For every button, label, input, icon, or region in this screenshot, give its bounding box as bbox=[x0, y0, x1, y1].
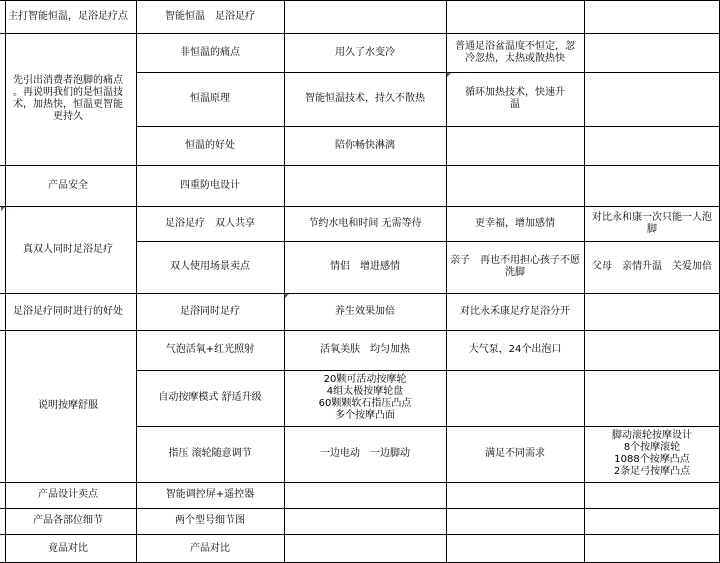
cell-r12-c1[interactable]: 两个型号细节图 bbox=[175, 515, 245, 526]
grid-hline bbox=[0, 330, 136, 331]
cell-r0-c2[interactable] bbox=[284, 0, 446, 33]
grid-hline bbox=[0, 482, 136, 483]
cell-r11-c3[interactable] bbox=[446, 482, 584, 508]
cell-r0-c1[interactable]: 智能恒温 足浴足疗 bbox=[165, 10, 255, 22]
cell-r2-c1[interactable]: 恒温原理 bbox=[190, 93, 230, 104]
cell-r13-c0[interactable]: 竟品对比 bbox=[48, 542, 88, 554]
grid-vline bbox=[284, 0, 285, 563]
cell-r10-c4[interactable]: 脚动滚轮按摩设计 8个按摩滚轮 1088个按摩凸点 2条足弓按摩凸点 bbox=[612, 430, 692, 477]
grid-hline bbox=[136, 508, 720, 509]
cell-r11-c1[interactable]: 智能调控屏+遥控器 bbox=[165, 489, 255, 500]
cell-r1-c1[interactable]: 非恒温的痛点 bbox=[180, 46, 240, 58]
cell-r0-c3[interactable] bbox=[446, 0, 584, 33]
cell-r5-c2[interactable]: 节约水电和时间 无需等待 bbox=[308, 217, 422, 229]
cell-r3-c1[interactable]: 恒温的好处 bbox=[185, 139, 235, 151]
cell-r11-c2[interactable] bbox=[284, 482, 446, 508]
grid-hline bbox=[0, 206, 136, 207]
cell-r5-c4[interactable]: 对比永和康一次只能一人泡 脚 bbox=[592, 211, 712, 235]
cell-indicator-marker bbox=[285, 294, 289, 298]
cell-r13-c2[interactable] bbox=[284, 534, 446, 563]
cell-r13-c4[interactable] bbox=[584, 534, 720, 563]
grid-vline bbox=[5, 0, 6, 563]
cell-r10-c1[interactable]: 指压 滚轮随意调节 bbox=[168, 448, 252, 459]
grid-hline bbox=[0, 165, 136, 166]
grid-vline bbox=[136, 0, 137, 563]
cell-r9-c2[interactable]: 20颗可活动按摩轮 4组太极按摩轮盘 60颗颗软石指压凸点 多个按摩凸面 bbox=[318, 374, 412, 421]
cell-r6-c2[interactable]: 情侣 增进感情 bbox=[330, 261, 400, 272]
grid-hline bbox=[136, 165, 720, 166]
cell-indicator-marker bbox=[1, 207, 5, 211]
grid-hline bbox=[136, 126, 720, 127]
cell-r7-c3[interactable]: 对比永禾康足疗足浴分开 bbox=[460, 305, 570, 317]
cell-r2-c2[interactable]: 智能恒温技术，持久不散热 bbox=[305, 93, 425, 104]
cell-r11-c0[interactable]: 产品设计卖点 bbox=[38, 489, 98, 500]
cell-r4-c2[interactable] bbox=[284, 165, 446, 206]
cell-r12-c0[interactable]: 产品各部位细节 bbox=[33, 515, 103, 526]
cell-r10-c2[interactable]: 一边电动 一边脚动 bbox=[320, 448, 410, 459]
cell-r1-c3[interactable]: 普通足浴盆温度不恒定，忽 冷忽热，太热或散热快 bbox=[455, 40, 575, 64]
cell-r9-c3[interactable] bbox=[446, 370, 584, 426]
cell-r1-c2[interactable]: 用久了水变冷 bbox=[335, 46, 395, 58]
cell-r2-c4[interactable] bbox=[584, 72, 720, 126]
grid-hline bbox=[0, 293, 136, 294]
cell-r1-c0[interactable]: 先引出消费者泡脚的痛点 。再说明我们的是恒温技 术，加热快，恒温更智能 更持久 bbox=[13, 75, 123, 122]
grid-hline bbox=[136, 426, 720, 427]
grid-hline bbox=[0, 534, 136, 535]
cell-r13-c1[interactable]: 产品对比 bbox=[190, 542, 230, 554]
cell-r4-c0[interactable]: 产品安全 bbox=[48, 179, 88, 191]
cell-r4-c3[interactable] bbox=[446, 165, 584, 206]
cell-r8-c4[interactable] bbox=[584, 330, 720, 370]
cell-r5-c1[interactable]: 足浴足疗 双人共享 bbox=[165, 217, 255, 229]
cell-indicator-marker bbox=[447, 73, 451, 77]
cell-r1-c4[interactable] bbox=[584, 33, 720, 72]
cell-r4-c4[interactable] bbox=[584, 165, 720, 206]
cell-r8-c0[interactable]: 说明按摩舒服 bbox=[38, 400, 98, 411]
grid-hline bbox=[136, 206, 720, 207]
grid-hline bbox=[136, 370, 720, 371]
grid-hline bbox=[0, 0, 136, 1]
grid-hline bbox=[136, 482, 720, 483]
cell-r5-c0[interactable]: 真双人同时足浴足疗 bbox=[23, 243, 113, 255]
cell-r4-c1[interactable]: 四重防电设计 bbox=[180, 179, 240, 191]
cell-r8-c3[interactable]: 大气泵，24个出泡口 bbox=[468, 344, 562, 355]
cell-r0-c4[interactable] bbox=[584, 0, 720, 33]
cell-r8-c1[interactable]: 气泡活氧+红光照射 bbox=[165, 344, 255, 355]
cell-r0-c0[interactable]: 主打智能恒温，足浴足疗点 bbox=[8, 10, 128, 22]
cell-r12-c4[interactable] bbox=[584, 508, 720, 534]
cell-r3-c3[interactable] bbox=[446, 126, 584, 165]
grid-hline bbox=[136, 293, 720, 294]
cell-r7-c1[interactable]: 足浴同时足疗 bbox=[180, 305, 240, 317]
cell-r7-c2[interactable]: 养生效果加倍 bbox=[335, 305, 395, 317]
cell-r2-c3[interactable]: 循环加热技术，快速升 温 bbox=[465, 87, 565, 110]
cell-r13-c3[interactable] bbox=[446, 534, 584, 563]
grid-hline bbox=[136, 330, 720, 331]
grid-vline bbox=[584, 0, 585, 563]
cell-r9-c1[interactable]: 自动按摩模式 舒适升级 bbox=[158, 392, 262, 403]
cell-r10-c3[interactable]: 满足不同需求 bbox=[485, 448, 545, 459]
cell-r11-c4[interactable] bbox=[584, 482, 720, 508]
grid-hline bbox=[136, 241, 720, 242]
cell-r3-c2[interactable]: 陪你畅快淋漓 bbox=[335, 139, 395, 151]
grid-hline bbox=[136, 33, 720, 34]
cell-r12-c3[interactable] bbox=[446, 508, 584, 534]
grid-hline bbox=[0, 33, 136, 34]
cell-r6-c3[interactable]: 亲子 再也不用担心孩子不愿 洗脚 bbox=[450, 255, 580, 278]
grid-hline bbox=[136, 0, 720, 1]
cell-r5-c3[interactable]: 更幸福，增加感情 bbox=[475, 217, 555, 229]
cell-r8-c2[interactable]: 活氧美肤 均匀加热 bbox=[320, 344, 410, 355]
cell-r6-c1[interactable]: 双人使用场景卖点 bbox=[170, 261, 250, 272]
cell-r6-c4[interactable]: 父母 亲情升温 关爱加倍 bbox=[592, 261, 712, 272]
cell-r3-c4[interactable] bbox=[584, 126, 720, 165]
cell-r7-c4[interactable] bbox=[584, 293, 720, 330]
grid-hline bbox=[136, 534, 720, 535]
grid-hline bbox=[0, 508, 136, 509]
cell-r7-c0[interactable]: 足浴足疗同时进行的好处 bbox=[13, 305, 123, 317]
grid-hline bbox=[136, 72, 720, 73]
cell-r9-c4[interactable] bbox=[584, 370, 720, 426]
cell-r12-c2[interactable] bbox=[284, 508, 446, 534]
grid-vline bbox=[446, 0, 447, 563]
